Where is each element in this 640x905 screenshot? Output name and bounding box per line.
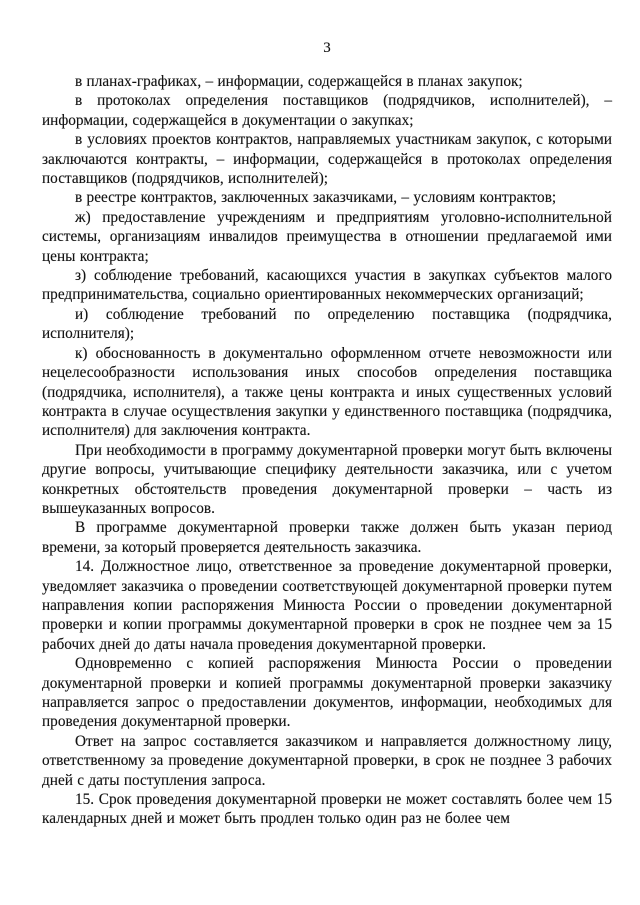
paragraph: В программе документарной проверки также должен быть указан период времени, за который проверяется деятельность заказчика. [42,519,612,556]
paragraph: в условиях проектов контрактов, направляемых участникам закупок, с которыми заключаются контракты, – информации, содержащейся в протоколах определения поставщиков (подрядчиков, исполнителей); [42,131,612,188]
paragraph: в планах-графиках, – информации, содержащейся в планах закупок; [75,73,523,90]
paragraph: Одновременно с копией распоряжения Минюста России о проведении документарной проверки и копией программы документарной проверки заказчику направляется запрос о предоставлении документов, информации, необходимых для проведения документарной проверки. [42,655,612,731]
paragraph: з) соблюдение требований, касающихся участия в закупках субъектов малого предпринимательства, социально ориентированных некоммерческих организаций; [42,267,612,304]
paragraph: 14. Должностное лицо, ответственное за проведение документарной проверки, уведомляет заказчика о проведении соответствующей документарной проверки путем направления копии распоряжения Минюста России о проведении документарной проверки и копии программы документарной проверки в срок не позднее чем за 15 рабочих дней до даты начала проведения документарной проверки. [42,558,612,653]
page-number: 3 [323,40,331,56]
paragraph: и) соблюдение требований по определению поставщика (подрядчика, исполнителя); [42,305,612,343]
paragraph: При необходимости в программу документарной проверки могут быть включены другие вопросы, учитывающие специфику деятельности заказчика, или с учетом конкретных обстоятельств проведения документарной проверки – часть из вышеуказанных вопросов. [42,441,612,517]
paragraph: в реестре контрактов, заключенных заказчиками, – условиям контрактов; [75,189,557,207]
paragraph: ж) предоставление учреждениям и предприятиям уголовно-исполнительной системы, организациям инвалидов преимущества в отношении предлагаемой ими цены контракта; [42,208,612,265]
paragraph: к) обоснованность в документально оформленном отчете невозможности или нецелесообразности использования иных способов определения поставщика (подрядчика, исполнителя), а также цены контракта и иных существенных условий контракта в случае осуществления закупки у единственного поставщика (подрядчика, исполнителя) для заключения контракта. [42,344,612,440]
paragraph: в протоколах определения поставщиков (подрядчиков, исполнителей), – информации, содержащейся в документации о закупках; [42,92,612,129]
paragraph: Ответ на запрос составляется заказчиком и направляется должностному лицу, ответственному за проведение документарной проверки, в срок не позднее 3 рабочих дней с даты поступления запроса. [42,732,612,789]
document-body [42,72,612,829]
paragraph: 15. Срок проведения документарной проверки не может составлять более чем 15 календарных дней и может быть продлен только один раз не более чем [42,791,612,828]
